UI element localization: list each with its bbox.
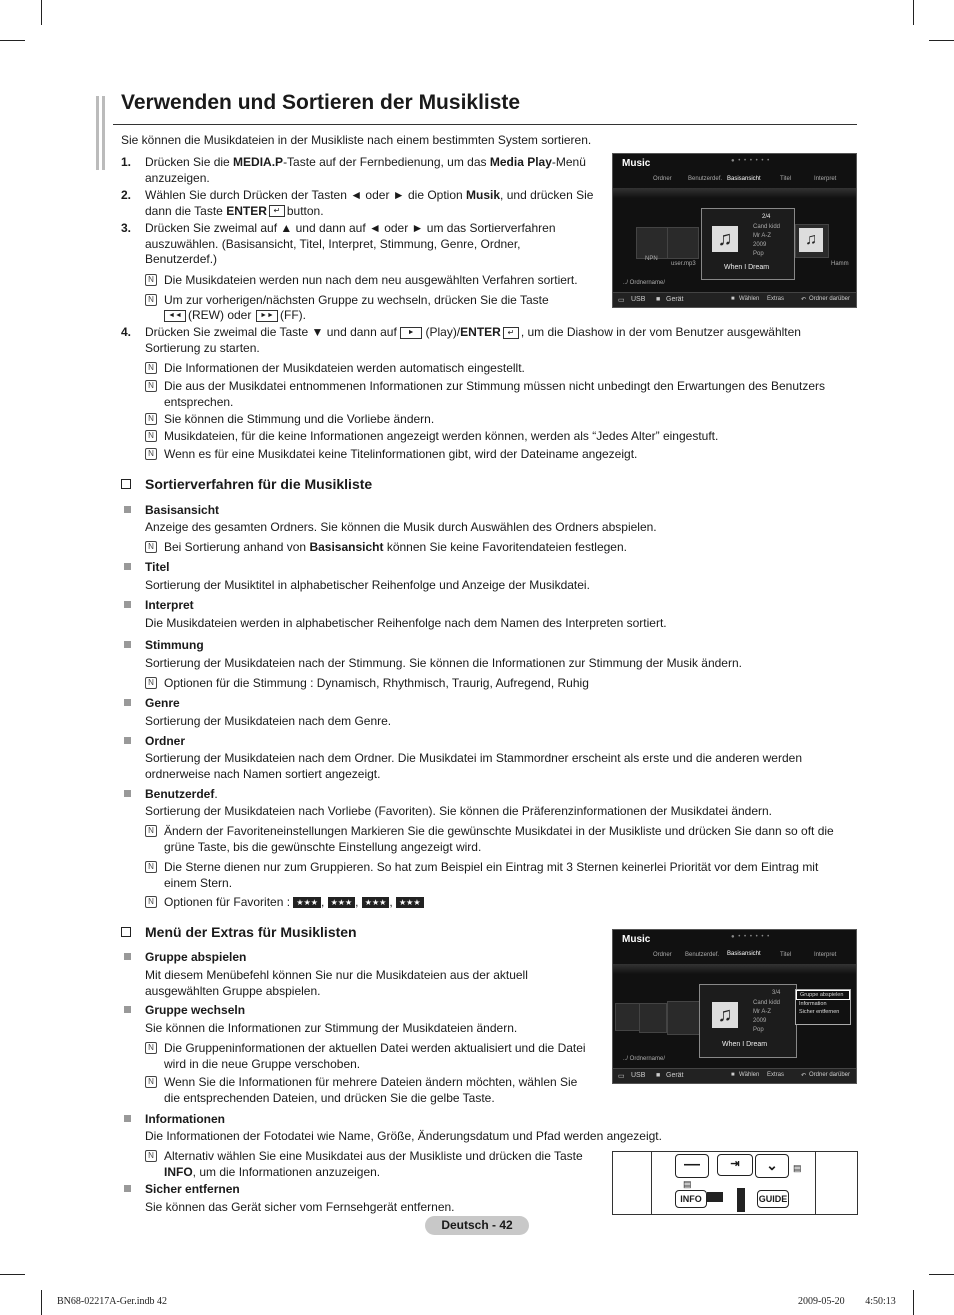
pointer-arrow: [707, 1192, 723, 1202]
play-icon: ►: [400, 327, 422, 339]
tab-titel[interactable]: Titel: [780, 176, 792, 182]
stars-2-option: ★★★: [362, 897, 390, 908]
note-icon: N: [145, 825, 157, 837]
item-title: Informationen: [145, 1112, 225, 1126]
folder-label: user.mp3: [671, 261, 696, 267]
folder-thumb[interactable]: [636, 227, 668, 259]
folder-thumb[interactable]: [667, 1001, 701, 1035]
stars-3-option: ★★★: [396, 897, 424, 908]
bullet-square-icon: [124, 953, 131, 960]
item-text: Die Informationen der Fotodatei wie Name, Größe, Änderungsdatum und Pfad werden angezeigt.: [145, 1129, 662, 1143]
footer-select-icon: ■: [731, 1072, 735, 1078]
selected-track-panel[interactable]: [701, 208, 795, 280]
track-year: 2009: [753, 1018, 767, 1024]
music-screenshot-sort: [612, 153, 857, 308]
note-text: (REW) oder: [188, 308, 252, 322]
track-count: 3/4: [772, 990, 781, 996]
section-heading: Sortierverfahren für die Musikliste: [145, 476, 373, 492]
item-title: Gruppe abspielen: [145, 950, 247, 964]
crop-mark: [0, 40, 25, 41]
track-title: When I Dream: [722, 1041, 768, 1048]
menu-item-sicher-entfernen[interactable]: Sicher entfernen: [799, 1009, 840, 1015]
note-text: Die Gruppeninformationen der aktuellen Datei werden aktualisiert und die Datei wird in die neue Gruppe verschoben.: [164, 1041, 586, 1071]
tab-benutzerdef[interactable]: Benutzerdef.: [688, 176, 723, 182]
step-number: 2.: [121, 188, 132, 202]
note-text: Bei Sortierung anhand von Basisansicht können Sie keine Favoritendateien festlegen.: [164, 540, 627, 554]
menu-icon: ▤: [683, 1179, 692, 1189]
section-heading: Menü der Extras für Musiklisten: [145, 924, 357, 940]
crop-mark: [41, 1290, 42, 1315]
item-title: Benutzerdef.: [145, 787, 218, 801]
usb-icon: ▭: [618, 1073, 625, 1080]
note-icon: N: [145, 1076, 157, 1088]
tab-titel[interactable]: Titel: [780, 952, 792, 958]
item-title: Genre: [145, 696, 180, 710]
item-text: Mit diesem Menübefehl können Sie nur die Musikdateien aus der aktuell ausgewählten Gruppe abspielen.: [145, 968, 528, 998]
folder-thumb[interactable]: [667, 227, 699, 259]
music-note-icon: ♫: [712, 1002, 738, 1028]
note-icon: N: [145, 413, 157, 425]
chevron-down-icon[interactable]: ⌄: [755, 1154, 789, 1178]
folder-thumb[interactable]: [615, 1003, 641, 1031]
note-icon: N: [145, 448, 157, 460]
tab-ordner[interactable]: Ordner: [653, 176, 672, 182]
track-thumb[interactable]: [795, 224, 829, 258]
folder-label: NPN: [645, 256, 658, 262]
track-title: When I Dream: [724, 264, 770, 271]
section-box-icon: [121, 479, 131, 489]
bullet-square-icon: [124, 601, 131, 608]
track-genre: Pop: [753, 251, 764, 257]
step-3-text: Drücken Sie zweimal auf ▲ und dann auf ◄ oder ► um das Sortierverfahren auszuwählen. (Basisansicht, Titel, Interpret, Stimmung, Genre, Ordner, Benutzerdef.): [145, 221, 556, 266]
note-icon: N: [145, 1042, 157, 1054]
tab-interpret[interactable]: Interpret: [814, 952, 837, 958]
footer-select: Wählen: [739, 1072, 760, 1078]
note-icon: N: [145, 430, 157, 442]
footer-select: Wählen: [739, 296, 760, 302]
item-text: Die Musikdateien werden in alphabetischer Reihenfolge nach dem Namen des Interpreten sortiert.: [145, 616, 667, 630]
footer-select-icon: ■: [731, 296, 735, 302]
bullet-square-icon: [124, 641, 131, 648]
music-note-icon: ♫: [712, 226, 738, 252]
note-text: (FF).: [280, 308, 306, 322]
note-icon: N: [145, 896, 157, 908]
ff-icon: ►►: [256, 310, 278, 322]
bullet-square-icon: [124, 506, 131, 513]
note-icon: N: [145, 362, 157, 374]
bullet-square-icon: [124, 563, 131, 570]
stars-0-option: ★★★: [293, 897, 321, 908]
item-text: Sortierung der Musiktitel in alphabetischer Reihenfolge und Anzeige der Musikdatei.: [145, 578, 590, 592]
track-artist: Cand kidd: [753, 224, 781, 230]
item-text: Sie können das Gerät sicher vom Fernsehgerät entfernen.: [145, 1200, 455, 1214]
track-artist: Cand kidd: [753, 1000, 781, 1006]
remote-edge: [815, 1152, 816, 1214]
music-screenshot-extras: [612, 929, 857, 1084]
item-text: Sortierung der Musikdateien nach der Stimmung. Sie können die Informationen zur Stimmung der Musik ändern.: [145, 656, 742, 670]
crop-mark: [0, 1274, 25, 1275]
note-text: Musikdateien, für die keine Informationen angezeigt werden können, werden als “Jedes Alter” eingestuft.: [164, 429, 719, 443]
item-title: Titel: [145, 560, 170, 574]
crop-mark: [929, 1274, 954, 1275]
note-text: Wenn Sie die Informationen für mehrere Dateien ändern möchten, wählen Sie die entsprechenden Dateien, und drücken Sie die gelbe Taste.: [164, 1075, 578, 1105]
crop-mark: [913, 0, 914, 25]
tab-bar: [613, 188, 856, 198]
stars-1-option: ★★★: [328, 897, 356, 908]
item-title: Stimmung: [145, 638, 204, 652]
remote-edge: [651, 1152, 652, 1214]
note-text: Alternativ wählen Sie eine Musikdatei aus der Musikliste und drücken die Taste INFO, um die Informationen anzuzeigen.: [164, 1149, 583, 1179]
tab-interpret[interactable]: Interpret: [814, 176, 837, 182]
item-title: Sicher entfernen: [145, 1182, 240, 1196]
footer-extras: Extras: [767, 1072, 785, 1078]
item-title: Gruppe wechseln: [145, 1003, 246, 1017]
folder-path: ../ Ordnername/: [623, 280, 666, 286]
title-rule: [113, 124, 857, 125]
music-note-icon: ♫: [799, 228, 823, 252]
item-text: Sortierung der Musikdateien nach dem Ordner. Die Musikdatei im Stammordner erscheint als erste und die anderen werden ordnerweise nach Namen sortiert angezeigt.: [145, 751, 802, 781]
info-button[interactable]: INFO: [675, 1190, 707, 1208]
note-text: Um zur vorherigen/nächsten Gruppe zu wechseln, drücken Sie die Taste: [164, 293, 549, 307]
red-button-icon: ■: [656, 1072, 661, 1079]
rew-icon: ◄◄: [164, 310, 186, 322]
track-year: 2009: [753, 242, 767, 248]
note-icon: N: [145, 380, 157, 392]
bullet-square-icon: [124, 737, 131, 744]
track-album: Mr A-Z: [753, 1009, 771, 1015]
note-icon: N: [145, 541, 157, 553]
folder-thumb[interactable]: [639, 1003, 667, 1033]
minus-button[interactable]: —: [675, 1154, 709, 1178]
source-icon[interactable]: ⇥: [717, 1154, 753, 1176]
selected-track-panel[interactable]: [699, 984, 797, 1058]
tab-basisansicht[interactable]: Basisansicht: [727, 951, 761, 957]
page-dots: ● • • • • • •: [731, 158, 771, 164]
folder-path: ../ Ordnername/: [623, 1056, 666, 1062]
item-text: Sortierung der Musikdateien nach dem Genre.: [145, 714, 392, 728]
enter-icon: ↵: [503, 327, 519, 339]
note-icon: N: [145, 1150, 157, 1162]
footer-parent-folder: Ordner darüber: [809, 1072, 851, 1078]
bullet-square-icon: [124, 790, 131, 797]
footer-device: Gerät: [666, 296, 684, 303]
note-text: Ändern der Favoriteneinstellungen Markieren Sie die gewünschte Musikdatei in der Musikliste und drücken Sie dann so oft die grüne Taste, bis die gewünschte Einstellung angezeigt wird.: [164, 824, 834, 854]
step-4-text: Drücken Sie zweimal die Taste ▼ und dann auf ► (Play)/ENTER ↵ , um die Diashow in der vom Benutzer ausgewählten Sortierung zu starten.: [145, 325, 801, 355]
red-button-icon: ■: [656, 296, 661, 303]
guide-button[interactable]: GUIDE: [757, 1190, 789, 1208]
tab-benutzerdef[interactable]: Benutzerdef.: [685, 952, 720, 958]
note-text: Optionen für Favoriten : ★★★ , ★★★ , ★★★ , ★★★: [164, 895, 424, 911]
track-count: 2/4: [762, 214, 771, 220]
note-text: Wenn es für eine Musikdatei keine Titelinformationen gibt, wird der Dateiname angezeigt.: [164, 447, 638, 461]
note-icon: N: [145, 861, 157, 873]
section-box-icon: [121, 927, 131, 937]
item-title: Ordner: [145, 734, 186, 748]
item-text: Sie können die Informationen zur Stimmung der Musikdateien ändern.: [145, 1021, 518, 1035]
bullet-square-icon: [124, 1006, 131, 1013]
note-icon: N: [145, 677, 157, 689]
track-genre: Pop: [753, 1027, 764, 1033]
crop-mark: [913, 1290, 914, 1315]
step-number: 1.: [121, 155, 132, 169]
remote-divider: [737, 1188, 745, 1212]
note-text: Optionen für die Stimmung : Dynamisch, Rhythmisch, Traurig, Aufregend, Ruhig: [164, 676, 589, 690]
footer-extras: Extras: [767, 296, 785, 302]
note-text: Die Informationen der Musikdateien werden automatisch eingestellt.: [164, 361, 525, 375]
screen-footer: [613, 1068, 856, 1083]
step-2-text: Wählen Sie durch Drücken der Tasten ◄ oder ► die Option Musik, und drücken Sie dann die Taste ENTER ↵ button.: [145, 188, 594, 218]
tab-ordner[interactable]: Ordner: [653, 952, 672, 958]
imprint-file: BN68-02217A-Ger.indb 42: [57, 1296, 167, 1307]
enter-icon: ↵: [269, 205, 285, 217]
menu-item-gruppe-abspielen[interactable]: Gruppe abspielen: [796, 990, 850, 1000]
item-text: Sortierung der Musikdateien nach Vorliebe (Favoriten). Sie können die Präferenzinformationen der Musikdatei ändern.: [145, 804, 773, 818]
note-text: Die Sterne dienen nur zum Gruppieren. So hat zum Beispiel ein Eintrag mit 3 Sternen keinerlei Priorität vor dem Eintrag mit einem Stern.: [164, 860, 819, 890]
screen-label: Music: [622, 934, 651, 945]
footer-return-icon: ↶: [801, 1073, 807, 1079]
menu-item-information[interactable]: Information: [799, 1001, 827, 1007]
tab-bar: [613, 964, 856, 974]
crop-mark: [41, 0, 42, 25]
tab-basisansicht[interactable]: Basisansicht: [727, 176, 761, 182]
page-dots: ● • • • • • •: [731, 934, 771, 940]
step-number: 3.: [121, 221, 132, 235]
crop-mark: [929, 40, 954, 41]
item-title: Basisansicht: [145, 503, 220, 517]
step-number: 4.: [121, 325, 132, 339]
step-1-text: Drücken Sie die MEDIA.P-Taste auf der Fernbedienung, um das Media Play-Menü anzuzeigen.: [145, 155, 586, 185]
note-text: Die Musikdateien werden nun nach dem neu ausgewählten Verfahren sortiert.: [164, 273, 578, 287]
item-title: Interpret: [145, 598, 194, 612]
screen-label: Music: [622, 158, 651, 169]
track-album: Mr A-Z: [753, 233, 771, 239]
note-icon: N: [145, 274, 157, 286]
extras-menu: [795, 989, 851, 1025]
page-title: Verwenden und Sortieren der Musikliste: [121, 91, 521, 114]
page-number: Deutsch - 42: [425, 1216, 529, 1235]
remote-illustration: [612, 1151, 858, 1215]
intro-text: Sie können die Musikdateien in der Musikliste nach einem bestimmten System sortieren.: [121, 133, 592, 147]
footer-parent-folder: Ordner darüber: [809, 296, 851, 302]
menu-icon: ▤: [793, 1163, 802, 1173]
usb-icon: ▭: [618, 297, 625, 304]
footer-usb: USB: [631, 1072, 646, 1079]
title-accent-bar: [96, 96, 108, 170]
bullet-square-icon: [124, 1185, 131, 1192]
screen-footer: [613, 292, 856, 307]
footer-usb: USB: [631, 296, 646, 303]
note-icon: N: [145, 294, 157, 306]
imprint-date: 2009-05-20 ￿￿ 4:50:13: [798, 1296, 896, 1307]
track-label: Hamm: [831, 261, 849, 267]
footer-return-icon: ↶: [801, 297, 807, 303]
bullet-square-icon: [124, 1115, 131, 1122]
note-text: Sie können die Stimmung und die Vorliebe ändern.: [164, 412, 435, 426]
bullet-square-icon: [124, 699, 131, 706]
note-text: Die aus der Musikdatei entnommenen Informationen zur Stimmung müssen nicht unbedingt den Erwartungen des Benutzers entsprechen.: [164, 379, 826, 409]
footer-device: Gerät: [666, 1072, 684, 1079]
item-text: Anzeige des gesamten Ordners. Sie können die Musik durch Auswählen des Ordners abspielen.: [145, 520, 657, 534]
